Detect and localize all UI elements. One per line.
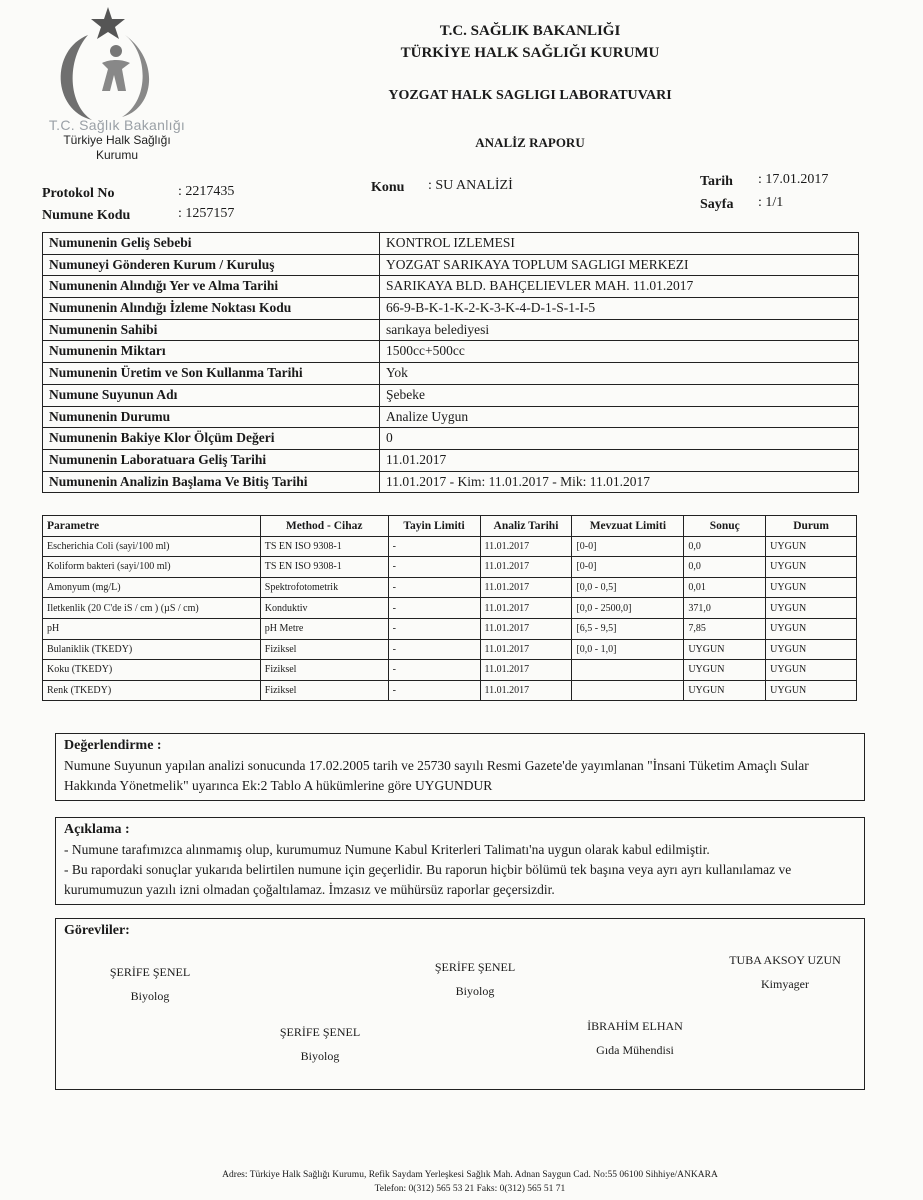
cell-status: UYGUN (766, 660, 857, 681)
footer-address: Adres: Türkiye Halk Sağlığı Kurumu, Refik Saydam Yerleşkesi Sağlık Mah. Adnan Saygun Cad. No:55 06100 Sihhiye/ANKARA (222, 1170, 718, 1180)
evaluation-text: Numune Suyunun yapılan analizi sonucunda 17.02.2005 tarih ve 25730 sayılı Resmi Gazete'de yayımlanan "İnsani Tüketim Amaçlı Sular Hakkında Yönetmelik" uyarınca Ek:2 Tablo A hükümlerine göre UYGUNDUR (64, 758, 809, 793)
cell-detection-limit: - (388, 598, 480, 619)
staff-role: Gıda Mühendisi (596, 1043, 674, 1057)
staff-member (560, 1014, 710, 1062)
cell-regulation-limit: [0,0 - 1,0] (572, 639, 684, 660)
cell-parameter: Bulaniklik (TKEDY) (43, 639, 261, 660)
explanation-box (55, 817, 865, 905)
cell-method: Konduktiv (260, 598, 388, 619)
cell-result: 371,0 (684, 598, 766, 619)
page-label: Sayfa (700, 197, 734, 212)
sample-info-row (43, 385, 858, 407)
evaluation-title: Değerlendirme : (64, 738, 162, 753)
sample-info-row (43, 407, 858, 429)
cell-detection-limit: - (388, 660, 480, 681)
sample-info-label: Numunenin Sahibi (43, 320, 380, 341)
cell-parameter: pH (43, 618, 261, 639)
table-row (43, 618, 857, 639)
subject-label: Konu (371, 180, 405, 195)
sample-info-table (42, 232, 859, 493)
staff-name: ŞERİFE ŞENEL (109, 965, 191, 979)
staff-title: Görevliler: (64, 923, 130, 938)
cell-result: UYGUN (684, 639, 766, 660)
cell-result: UYGUN (684, 680, 766, 701)
staff-member (710, 948, 860, 996)
protocol-value: : 2217435 (178, 184, 235, 199)
staff-member (75, 960, 225, 1008)
cell-status: UYGUN (766, 618, 857, 639)
sample-info-label: Numunenin Analizin Başlama Ve Bitiş Tarihi (43, 472, 380, 493)
cell-detection-limit: - (388, 618, 480, 639)
sample-info-label: Numunenin Üretim ve Son Kullanma Tarihi (43, 363, 380, 384)
cell-parameter: Iletkenlik (20 C'de iS / cm ) (µS / cm) (43, 598, 261, 619)
table-row (43, 536, 857, 557)
staff-name: TUBA AKSOY UZUN (729, 953, 841, 967)
cell-method: TS EN ISO 9308-1 (260, 557, 388, 578)
explanation-line2: - Bu rapordaki sonuçlar yukarıda belirtilen numune için geçerlidir. Bu raporun hiçbir bölümü tek başına veya ayrı ayrı kullanılamaz ve kurumumuzun yazılı izni olmadan çoğaltılamaz. İmzasız ve mühürsüz raporlar geçersizdir. (64, 862, 792, 897)
table-row (43, 557, 857, 578)
staff-member (400, 955, 550, 1003)
cell-status: UYGUN (766, 557, 857, 578)
col-header-analysis-date: Analiz Tarihi (480, 516, 572, 537)
sample-info-row (43, 450, 858, 472)
cell-analysis-date: 11.01.2017 (480, 577, 572, 598)
sample-info-value: sarıkaya belediyesi (386, 321, 490, 337)
cell-analysis-date: 11.01.2017 (480, 557, 572, 578)
col-header-regulation-limit: Mevzuat Limiti (572, 516, 684, 537)
staff-role: Biyolog (130, 989, 170, 1003)
sample-code-value: : 1257157 (178, 206, 235, 221)
cell-status: UYGUN (766, 680, 857, 701)
sample-info-value: 11.01.2017 - Kim: 11.01.2017 - Mik: 11.01.2017 (386, 473, 650, 489)
table-row (43, 598, 857, 619)
sample-info-row (43, 428, 858, 450)
evaluation-box (55, 733, 865, 801)
cell-analysis-date: 11.01.2017 (480, 639, 572, 660)
sample-info-row (43, 320, 858, 342)
cell-status: UYGUN (766, 577, 857, 598)
ministry-title: T.C. SAĞLIK BAKANLIĞI (439, 23, 621, 39)
sample-info-label: Numune Suyunun Adı (43, 385, 380, 406)
cell-detection-limit: - (388, 680, 480, 701)
sample-info-value: Yok (386, 365, 408, 381)
cell-regulation-limit: [6,5 - 9,5] (572, 618, 684, 639)
results-header-row (43, 516, 857, 537)
page-value: : 1/1 (758, 195, 784, 210)
staff-name: ŞERİFE ŞENEL (434, 960, 516, 974)
table-row (43, 680, 857, 701)
sample-info-label: Numunenin Alındığı İzleme Noktası Kodu (43, 298, 380, 319)
sample-info-label: Numunenin Geliş Sebebi (43, 233, 380, 254)
logo-caption (22, 118, 212, 163)
cell-method: pH Metre (260, 618, 388, 639)
cell-result: UYGUN (684, 660, 766, 681)
footer-contact: Telefon: 0(312) 565 53 21 Faks: 0(312) 565 51 71 (374, 1184, 566, 1194)
cell-regulation-limit (572, 680, 684, 701)
col-header-detection-limit: Tayin Limiti (388, 516, 480, 537)
subject-value: : SU ANALİZİ (428, 178, 513, 193)
col-header-result: Sonuç (684, 516, 766, 537)
cell-detection-limit: - (388, 639, 480, 660)
cell-result: 0,0 (684, 557, 766, 578)
report-title: ANALİZ RAPORU (475, 135, 585, 150)
cell-method: Spektrofotometrik (260, 577, 388, 598)
institution-title: TÜRKİYE HALK SAĞLIĞI KURUMU (400, 45, 660, 61)
cell-status: UYGUN (766, 639, 857, 660)
sample-info-label: Numunenin Miktarı (43, 341, 380, 362)
date-value: : 17.01.2017 (758, 172, 829, 187)
sample-info-value: Analize Uygun (386, 408, 469, 424)
protocol-label: Protokol No (42, 186, 115, 201)
results-table (42, 515, 857, 701)
table-row (43, 577, 857, 598)
cell-analysis-date: 11.01.2017 (480, 680, 572, 701)
cell-method: Fiziksel (260, 660, 388, 681)
sample-info-value: 66-9-B-K-1-K-2-K-3-K-4-D-1-S-1-I-5 (386, 300, 596, 316)
cell-status: UYGUN (766, 598, 857, 619)
sample-info-label: Numunenin Laboratuara Geliş Tarihi (43, 450, 380, 471)
staff-role: Kimyager (761, 977, 809, 991)
col-header-parameter: Parametre (43, 516, 261, 537)
cell-detection-limit: - (388, 557, 480, 578)
cell-regulation-limit: [0-0] (572, 557, 684, 578)
date-label: Tarih (700, 174, 733, 189)
col-header-status: Durum (766, 516, 857, 537)
sample-info-row (43, 276, 858, 298)
cell-parameter: Koku (TKEDY) (43, 660, 261, 681)
cell-regulation-limit: [0-0] (572, 536, 684, 557)
cell-detection-limit: - (388, 577, 480, 598)
sample-info-value: 1500cc+500cc (386, 343, 465, 359)
table-row (43, 639, 857, 660)
cell-regulation-limit: [0,0 - 0,5] (572, 577, 684, 598)
sample-info-label: Numuneyi Gönderen Kurum / Kuruluş (43, 255, 380, 276)
cell-regulation-limit (572, 660, 684, 681)
sample-info-value: Şebeke (386, 386, 425, 402)
table-row (43, 660, 857, 681)
col-header-method: Method - Cihaz (260, 516, 388, 537)
logo-line2: Türkiye Halk Sağlığı (63, 133, 171, 147)
cell-parameter: Koliform bakteri (sayi/100 ml) (43, 557, 261, 578)
footer (60, 1168, 880, 1196)
cell-regulation-limit: [0,0 - 2500,0] (572, 598, 684, 619)
staff-member (245, 1020, 395, 1068)
sample-info-value: 0 (386, 430, 393, 446)
staff-role: Biyolog (300, 1049, 340, 1063)
cell-result: 0,01 (684, 577, 766, 598)
sample-info-label: Numunenin Durumu (43, 407, 380, 428)
staff-role: Biyolog (455, 984, 495, 998)
staff-name: ŞERİFE ŞENEL (279, 1025, 361, 1039)
cell-parameter: Escherichia Coli (sayi/100 ml) (43, 536, 261, 557)
laboratory-title: YOZGAT HALK SAGLIGI LABORATUVARI (388, 88, 672, 103)
explanation-line1: - Numune tarafımızca alınmamış olup, kurumumuz Numune Kabul Kriterleri Talimatı'na uygun olarak kabul edilmiştir. (64, 842, 710, 857)
sample-info-value: 11.01.2017 (386, 451, 447, 467)
sample-info-label: Numunenin Bakiye Klor Ölçüm Değeri (43, 428, 380, 449)
sample-info-row (43, 472, 858, 493)
cell-parameter: Amonyum (mg/L) (43, 577, 261, 598)
sample-info-row (43, 341, 858, 363)
cell-status: UYGUN (766, 536, 857, 557)
cell-analysis-date: 11.01.2017 (480, 618, 572, 639)
sample-info-value: SARIKAYA BLD. BAHÇELIEVLER MAH. 11.01.2017 (386, 278, 694, 294)
sample-info-row (43, 255, 858, 277)
cell-method: Fiziksel (260, 680, 388, 701)
sample-info-value: YOZGAT SARIKAYA TOPLUM SAGLIGI MERKEZI (386, 256, 689, 272)
explanation-title: Açıklama : (64, 822, 130, 837)
cell-analysis-date: 11.01.2017 (480, 536, 572, 557)
cell-result: 7,85 (684, 618, 766, 639)
staff-name: İBRAHİM ELHAN (587, 1019, 683, 1033)
sample-code-label: Numune Kodu (42, 208, 131, 223)
logo-line1: T.C. Sağlık Bakanlığı (48, 117, 186, 133)
cell-analysis-date: 11.01.2017 (480, 598, 572, 619)
sample-info-row (43, 363, 858, 385)
sample-info-value: KONTROL IZLEMESI (386, 235, 515, 250)
cell-result: 0,0 (684, 536, 766, 557)
cell-detection-limit: - (388, 536, 480, 557)
sample-info-row (43, 233, 858, 255)
sample-info-row (43, 298, 858, 320)
logo-line3: Kurumu (95, 148, 139, 162)
cell-parameter: Renk (TKEDY) (43, 680, 261, 701)
star-icon (91, 7, 125, 39)
header-block (340, 20, 720, 64)
sample-info-label: Numunenin Alındığı Yer ve Alma Tarihi (43, 276, 380, 297)
cell-method: TS EN ISO 9308-1 (260, 536, 388, 557)
cell-method: Fiziksel (260, 639, 388, 660)
cell-analysis-date: 11.01.2017 (480, 660, 572, 681)
